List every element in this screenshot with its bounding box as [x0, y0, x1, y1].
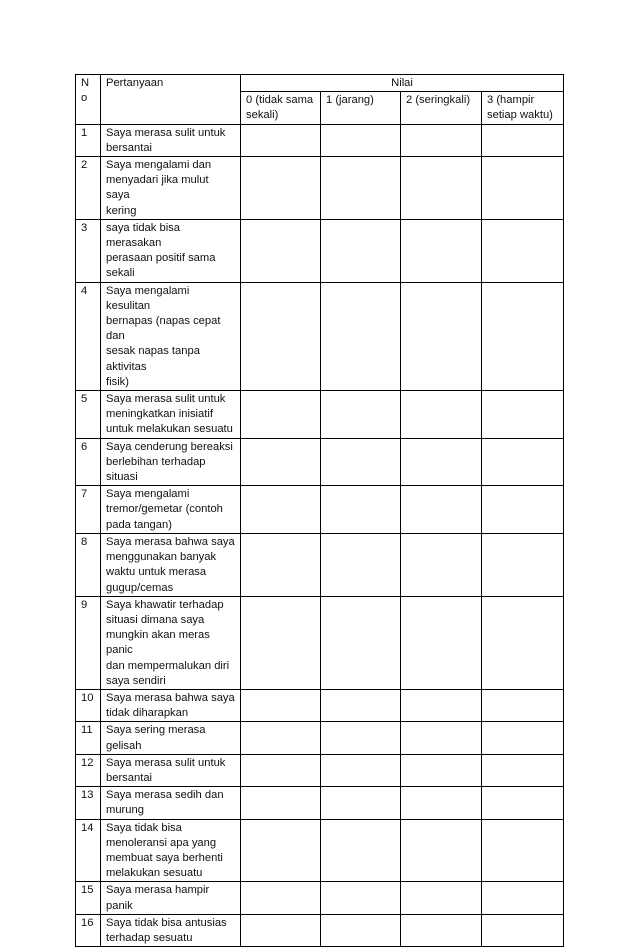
row-number: 1: [76, 124, 101, 156]
score-cell-0[interactable]: [241, 722, 321, 754]
score-cell-3[interactable]: [482, 596, 564, 689]
question-text: Saya merasa bahwa saya tidak diharapkan: [101, 689, 241, 721]
score-cell-2[interactable]: [401, 819, 482, 882]
score-cell-1[interactable]: [321, 533, 401, 596]
score-cell-0[interactable]: [241, 689, 321, 721]
score-cell-3[interactable]: [482, 722, 564, 754]
question-text: Saya khawatir terhadap situasi dimana saya mungkin akan meras panic dan mempermalukan diri saya sendiri: [101, 596, 241, 689]
table-row: [76, 689, 564, 721]
score-cell-2[interactable]: [401, 882, 482, 914]
row-number: 10: [76, 689, 101, 721]
question-text: Saya tidak bisa antusias terhadap sesuatu: [101, 914, 241, 946]
score-cell-2[interactable]: [401, 787, 482, 819]
table-row: [76, 282, 564, 390]
score-cell-3[interactable]: [482, 819, 564, 882]
question-text: Saya merasa sedih dan murung: [101, 787, 241, 819]
score-cell-2[interactable]: [401, 533, 482, 596]
score-cell-2[interactable]: [401, 754, 482, 786]
table-row: [76, 722, 564, 754]
table-row: [76, 754, 564, 786]
score-cell-3[interactable]: [482, 689, 564, 721]
score-cell-2[interactable]: [401, 282, 482, 390]
question-text: saya tidak bisa merasakan perasaan positif sama sekali: [101, 219, 241, 282]
score-cell-1[interactable]: [321, 438, 401, 486]
question-text: Saya tidak bisa menoleransi apa yang membuat saya berhenti melakukan sesuatu: [101, 819, 241, 882]
score-cell-3[interactable]: [482, 754, 564, 786]
header-score-1: 1 (jarang): [321, 92, 401, 124]
table-row: [76, 914, 564, 946]
question-text: Saya cenderung bereaksi berlebihan terhadap situasi: [101, 438, 241, 486]
row-number: 15: [76, 882, 101, 914]
score-cell-3[interactable]: [482, 391, 564, 439]
score-cell-1[interactable]: [321, 391, 401, 439]
score-cell-1[interactable]: [321, 157, 401, 220]
score-cell-3[interactable]: [482, 124, 564, 156]
score-cell-3[interactable]: [482, 486, 564, 534]
table-row: [76, 787, 564, 819]
score-cell-2[interactable]: [401, 219, 482, 282]
question-text: Saya merasa sulit untuk meningkatkan inisiatif untuk melakukan sesuatu: [101, 391, 241, 439]
table-row: [76, 819, 564, 882]
row-number: 16: [76, 914, 101, 946]
row-number: 7: [76, 486, 101, 534]
row-number: 12: [76, 754, 101, 786]
score-cell-0[interactable]: [241, 124, 321, 156]
score-cell-1[interactable]: [321, 787, 401, 819]
table-row: [76, 533, 564, 596]
score-cell-0[interactable]: [241, 754, 321, 786]
question-text: Saya mengalami tremor/gemetar (contoh pada tangan): [101, 486, 241, 534]
score-cell-3[interactable]: [482, 438, 564, 486]
score-cell-0[interactable]: [241, 882, 321, 914]
score-cell-1[interactable]: [321, 722, 401, 754]
score-cell-0[interactable]: [241, 819, 321, 882]
score-cell-3[interactable]: [482, 157, 564, 220]
score-cell-3[interactable]: [482, 533, 564, 596]
header-no: No: [76, 75, 101, 125]
row-number: 8: [76, 533, 101, 596]
score-cell-1[interactable]: [321, 124, 401, 156]
row-number: 6: [76, 438, 101, 486]
score-cell-2[interactable]: [401, 438, 482, 486]
table-row: [76, 391, 564, 439]
table-row: [76, 596, 564, 689]
score-cell-1[interactable]: [321, 819, 401, 882]
score-cell-2[interactable]: [401, 689, 482, 721]
score-cell-0[interactable]: [241, 486, 321, 534]
score-cell-1[interactable]: [321, 882, 401, 914]
question-text: Saya sering merasa gelisah: [101, 722, 241, 754]
score-cell-1[interactable]: [321, 282, 401, 390]
score-cell-0[interactable]: [241, 438, 321, 486]
score-cell-0[interactable]: [241, 282, 321, 390]
question-text: Saya merasa sulit untuk bersantai: [101, 124, 241, 156]
score-cell-3[interactable]: [482, 219, 564, 282]
row-number: 4: [76, 282, 101, 390]
score-cell-1[interactable]: [321, 689, 401, 721]
score-cell-2[interactable]: [401, 486, 482, 534]
score-cell-3[interactable]: [482, 282, 564, 390]
table-row: [76, 219, 564, 282]
header-score-3: 3 (hampir setiap waktu): [482, 92, 564, 124]
score-cell-2[interactable]: [401, 722, 482, 754]
question-text: Saya mengalami kesulitan bernapas (napas cepat dan sesak napas tanpa aktivitas fisik): [101, 282, 241, 390]
question-text: Saya merasa hampir panik: [101, 882, 241, 914]
score-cell-0[interactable]: [241, 533, 321, 596]
table-body: [76, 75, 564, 947]
score-cell-3[interactable]: [482, 914, 564, 946]
score-cell-2[interactable]: [401, 124, 482, 156]
questionnaire-table: [75, 74, 564, 947]
score-cell-0[interactable]: [241, 914, 321, 946]
score-cell-1[interactable]: [321, 486, 401, 534]
score-cell-1[interactable]: [321, 914, 401, 946]
header-score-0: 0 (tidak sama sekali): [241, 92, 321, 124]
score-cell-2[interactable]: [401, 391, 482, 439]
row-number: 3: [76, 219, 101, 282]
score-cell-0[interactable]: [241, 596, 321, 689]
header-question: Pertanyaan: [101, 75, 241, 125]
score-cell-1[interactable]: [321, 754, 401, 786]
header-score-group: Nilai: [241, 75, 564, 92]
score-cell-3[interactable]: [482, 882, 564, 914]
row-number: 5: [76, 391, 101, 439]
question-text: Saya merasa bahwa saya menggunakan banyak waktu untuk merasa gugup/cemas: [101, 533, 241, 596]
row-number: 2: [76, 157, 101, 220]
header-row-top: [76, 75, 564, 92]
header-score-2: 2 (seringkali): [401, 92, 482, 124]
score-cell-0[interactable]: [241, 391, 321, 439]
question-text: Saya merasa sulit untuk bersantai: [101, 754, 241, 786]
table-row: [76, 438, 564, 486]
row-number: 9: [76, 596, 101, 689]
score-cell-2[interactable]: [401, 157, 482, 220]
score-cell-2[interactable]: [401, 914, 482, 946]
table-row: [76, 124, 564, 156]
score-cell-0[interactable]: [241, 157, 321, 220]
score-cell-1[interactable]: [321, 596, 401, 689]
score-cell-1[interactable]: [321, 219, 401, 282]
table-row: [76, 882, 564, 914]
score-cell-0[interactable]: [241, 219, 321, 282]
row-number: 11: [76, 722, 101, 754]
table-row: [76, 157, 564, 220]
question-text: Saya mengalami dan menyadari jika mulut saya kering: [101, 157, 241, 220]
table-row: [76, 486, 564, 534]
score-cell-0[interactable]: [241, 787, 321, 819]
row-number: 14: [76, 819, 101, 882]
score-cell-2[interactable]: [401, 596, 482, 689]
row-number: 13: [76, 787, 101, 819]
score-cell-3[interactable]: [482, 787, 564, 819]
